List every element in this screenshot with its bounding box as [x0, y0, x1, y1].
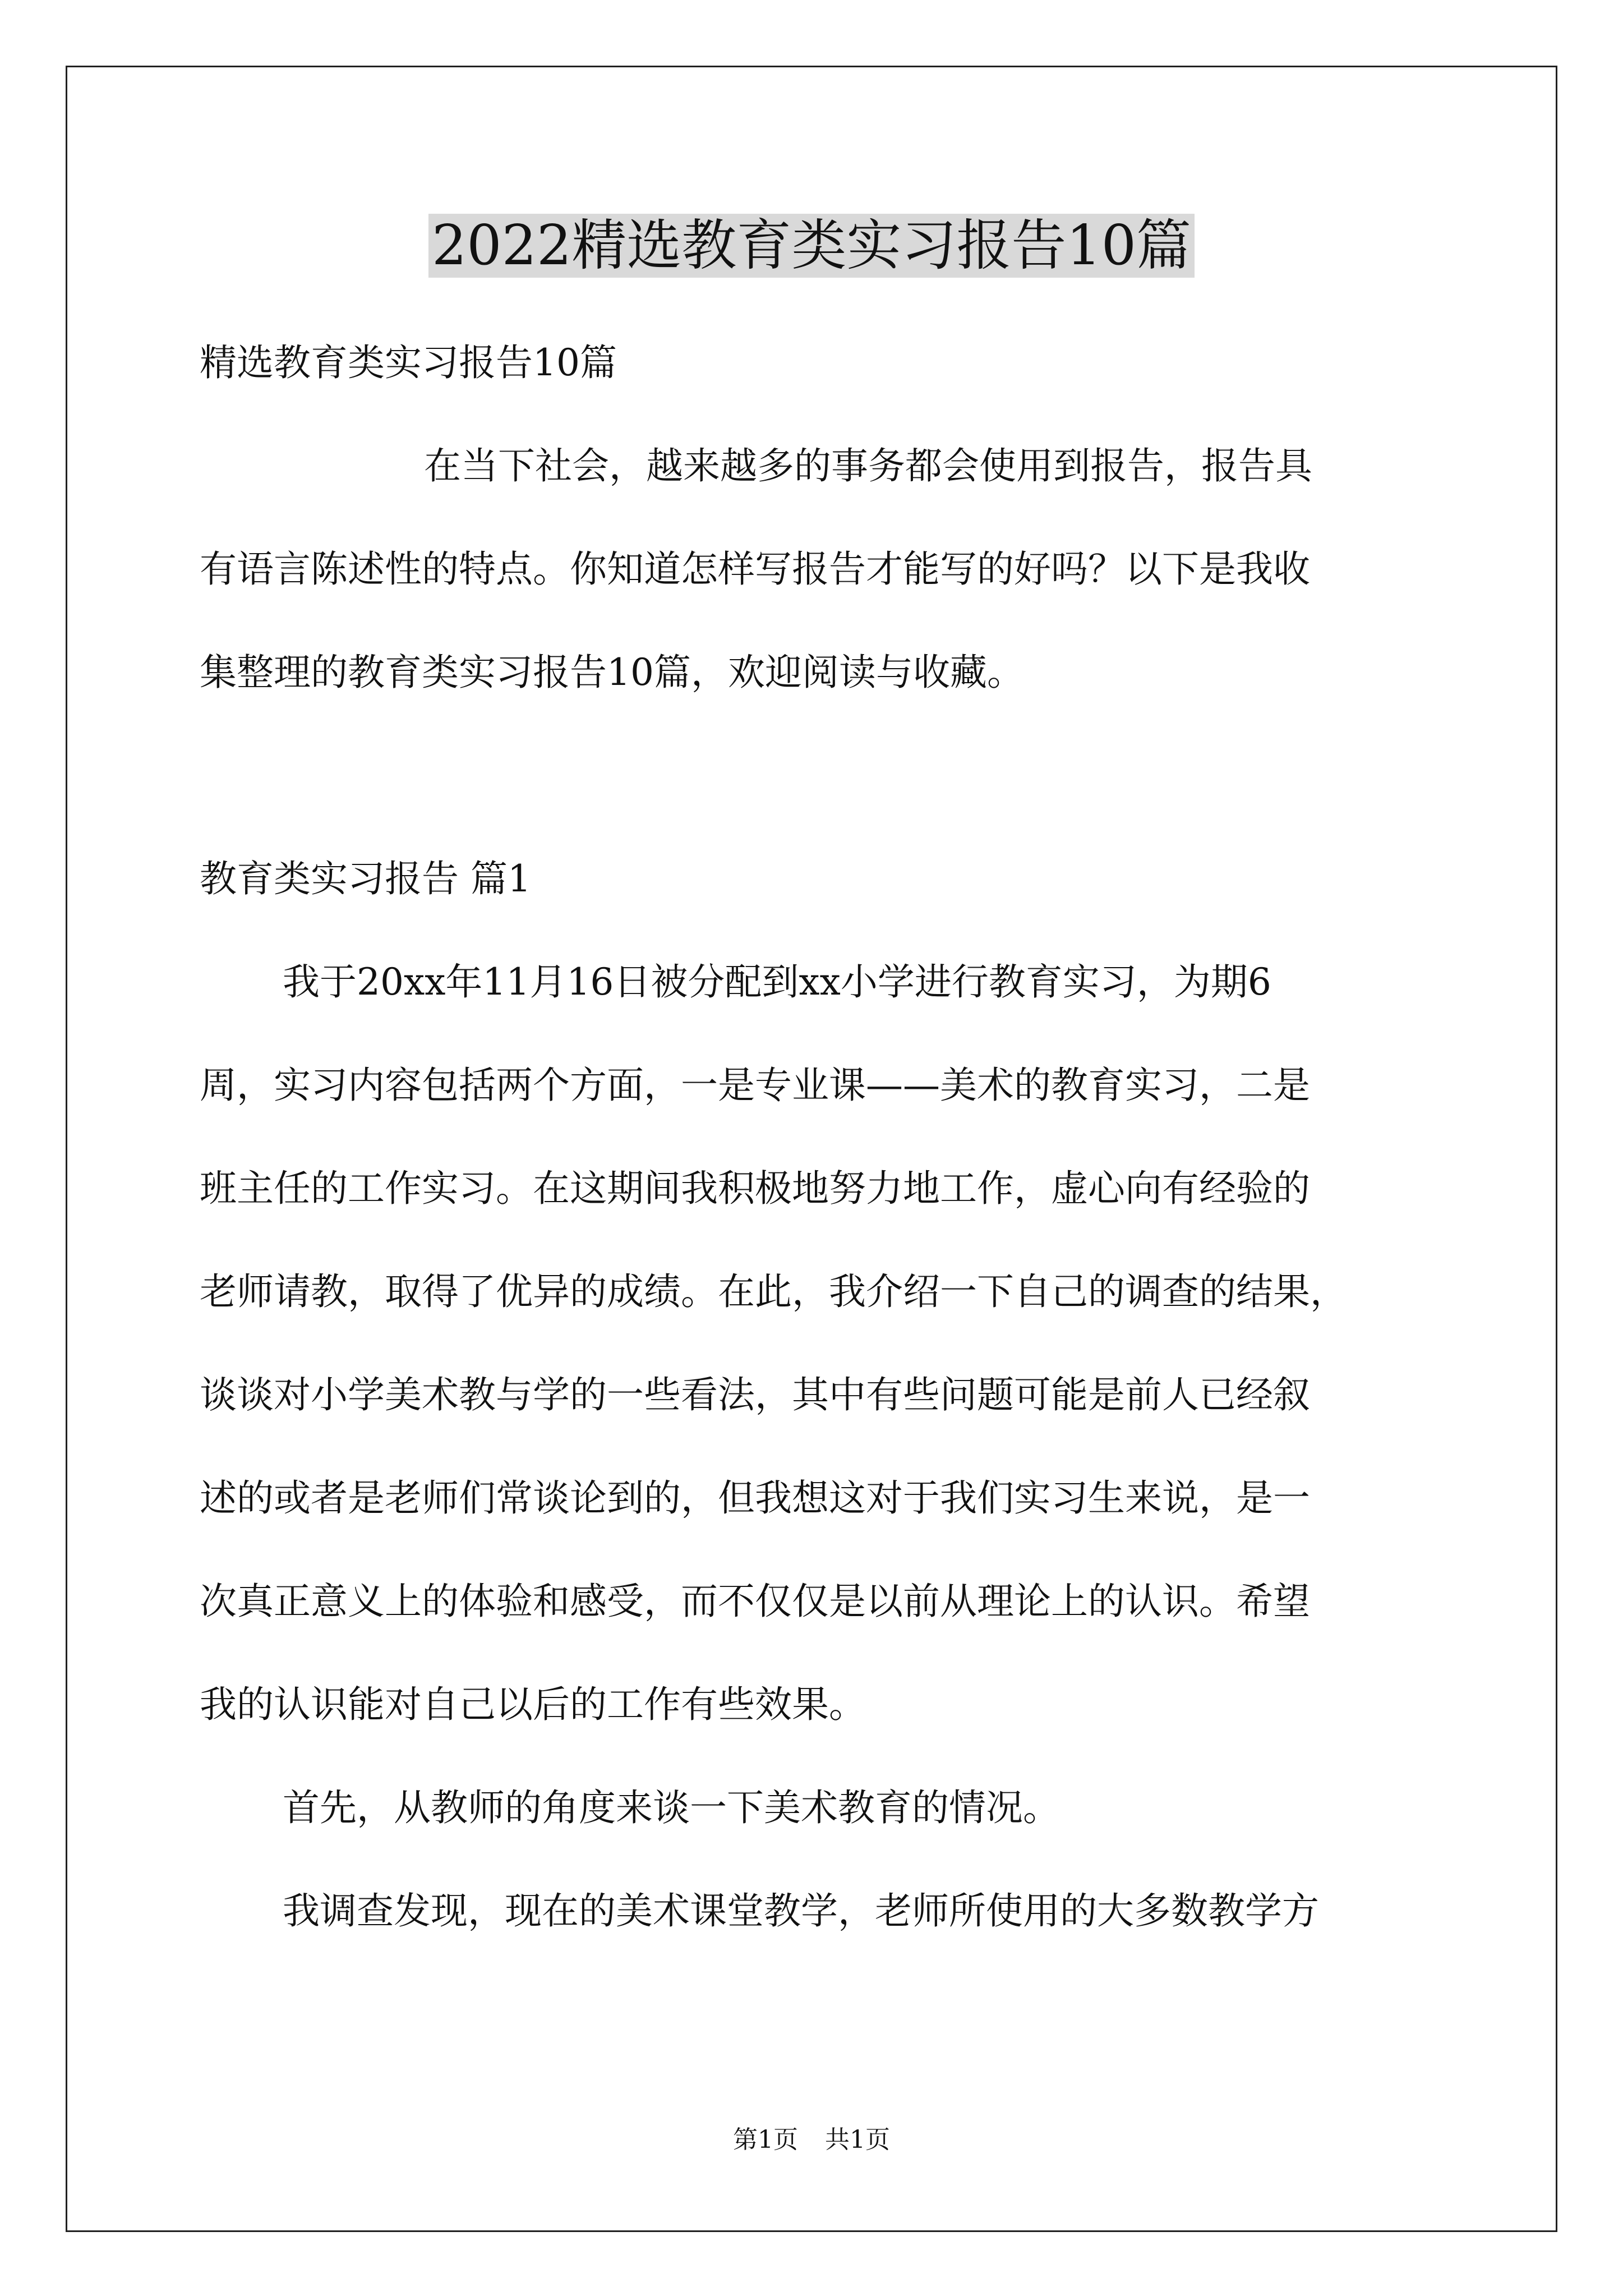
blank-line [200, 724, 1433, 827]
document-body [200, 311, 1433, 1963]
section-heading: 教育类实习报告 篇1 [200, 857, 531, 900]
document-title [0, 206, 1623, 285]
paragraph-line: 我调查发现，现在的美术课堂教学，老师所使用的大多数教学方 [283, 1889, 1319, 1932]
paragraph-line: 我的认识能对自己以后的工作有些效果。 [200, 1683, 866, 1726]
paragraph-line: 周，实习内容包括两个方面，一是专业课——美术的教育实习，二是 [200, 1064, 1310, 1107]
paragraph-line: 我于20xx年11月16日被分配到xx小学进行教育实习，为期6 [283, 960, 1271, 1004]
document-subtitle: 精选教育类实习报告10篇 [200, 341, 617, 384]
paragraph-line: 述的或者是老师们常谈论到的，但我想这对于我们实习生来说，是一 [200, 1476, 1310, 1520]
intro-line: 集整理的教育类实习报告10篇，欢迎阅读与收藏。 [200, 651, 1024, 694]
intro-line: 在当下社会，越来越多的事务都会使用到报告，报告具 [424, 444, 1312, 487]
paragraph-line: 次真正意义上的体验和感受，而不仅仅是以前从理论上的认识。希望 [200, 1580, 1310, 1623]
page-number: 第1页 [733, 2125, 798, 2154]
paragraph-line: 老师请教，取得了优异的成绩。在此，我介绍一下自己的调查的结果， [200, 1270, 1347, 1313]
page-total: 共1页 [825, 2125, 890, 2154]
document-title-text: 2022精选教育类实习报告10篇 [428, 214, 1195, 278]
intro-line: 有语言陈述性的特点。你知道怎样写报告才能写的好吗？以下是我收 [200, 547, 1310, 591]
page-footer [0, 2123, 1623, 2157]
paragraph-line: 班主任的工作实习。在这期间我积极地努力地工作，虚心向有经验的 [200, 1167, 1310, 1210]
paragraph-line: 首先，从教师的角度来谈一下美术教育的情况。 [283, 1786, 1060, 1829]
paragraph-line: 谈谈对小学美术教与学的一些看法，其中有些问题可能是前人已经叙 [200, 1373, 1310, 1416]
